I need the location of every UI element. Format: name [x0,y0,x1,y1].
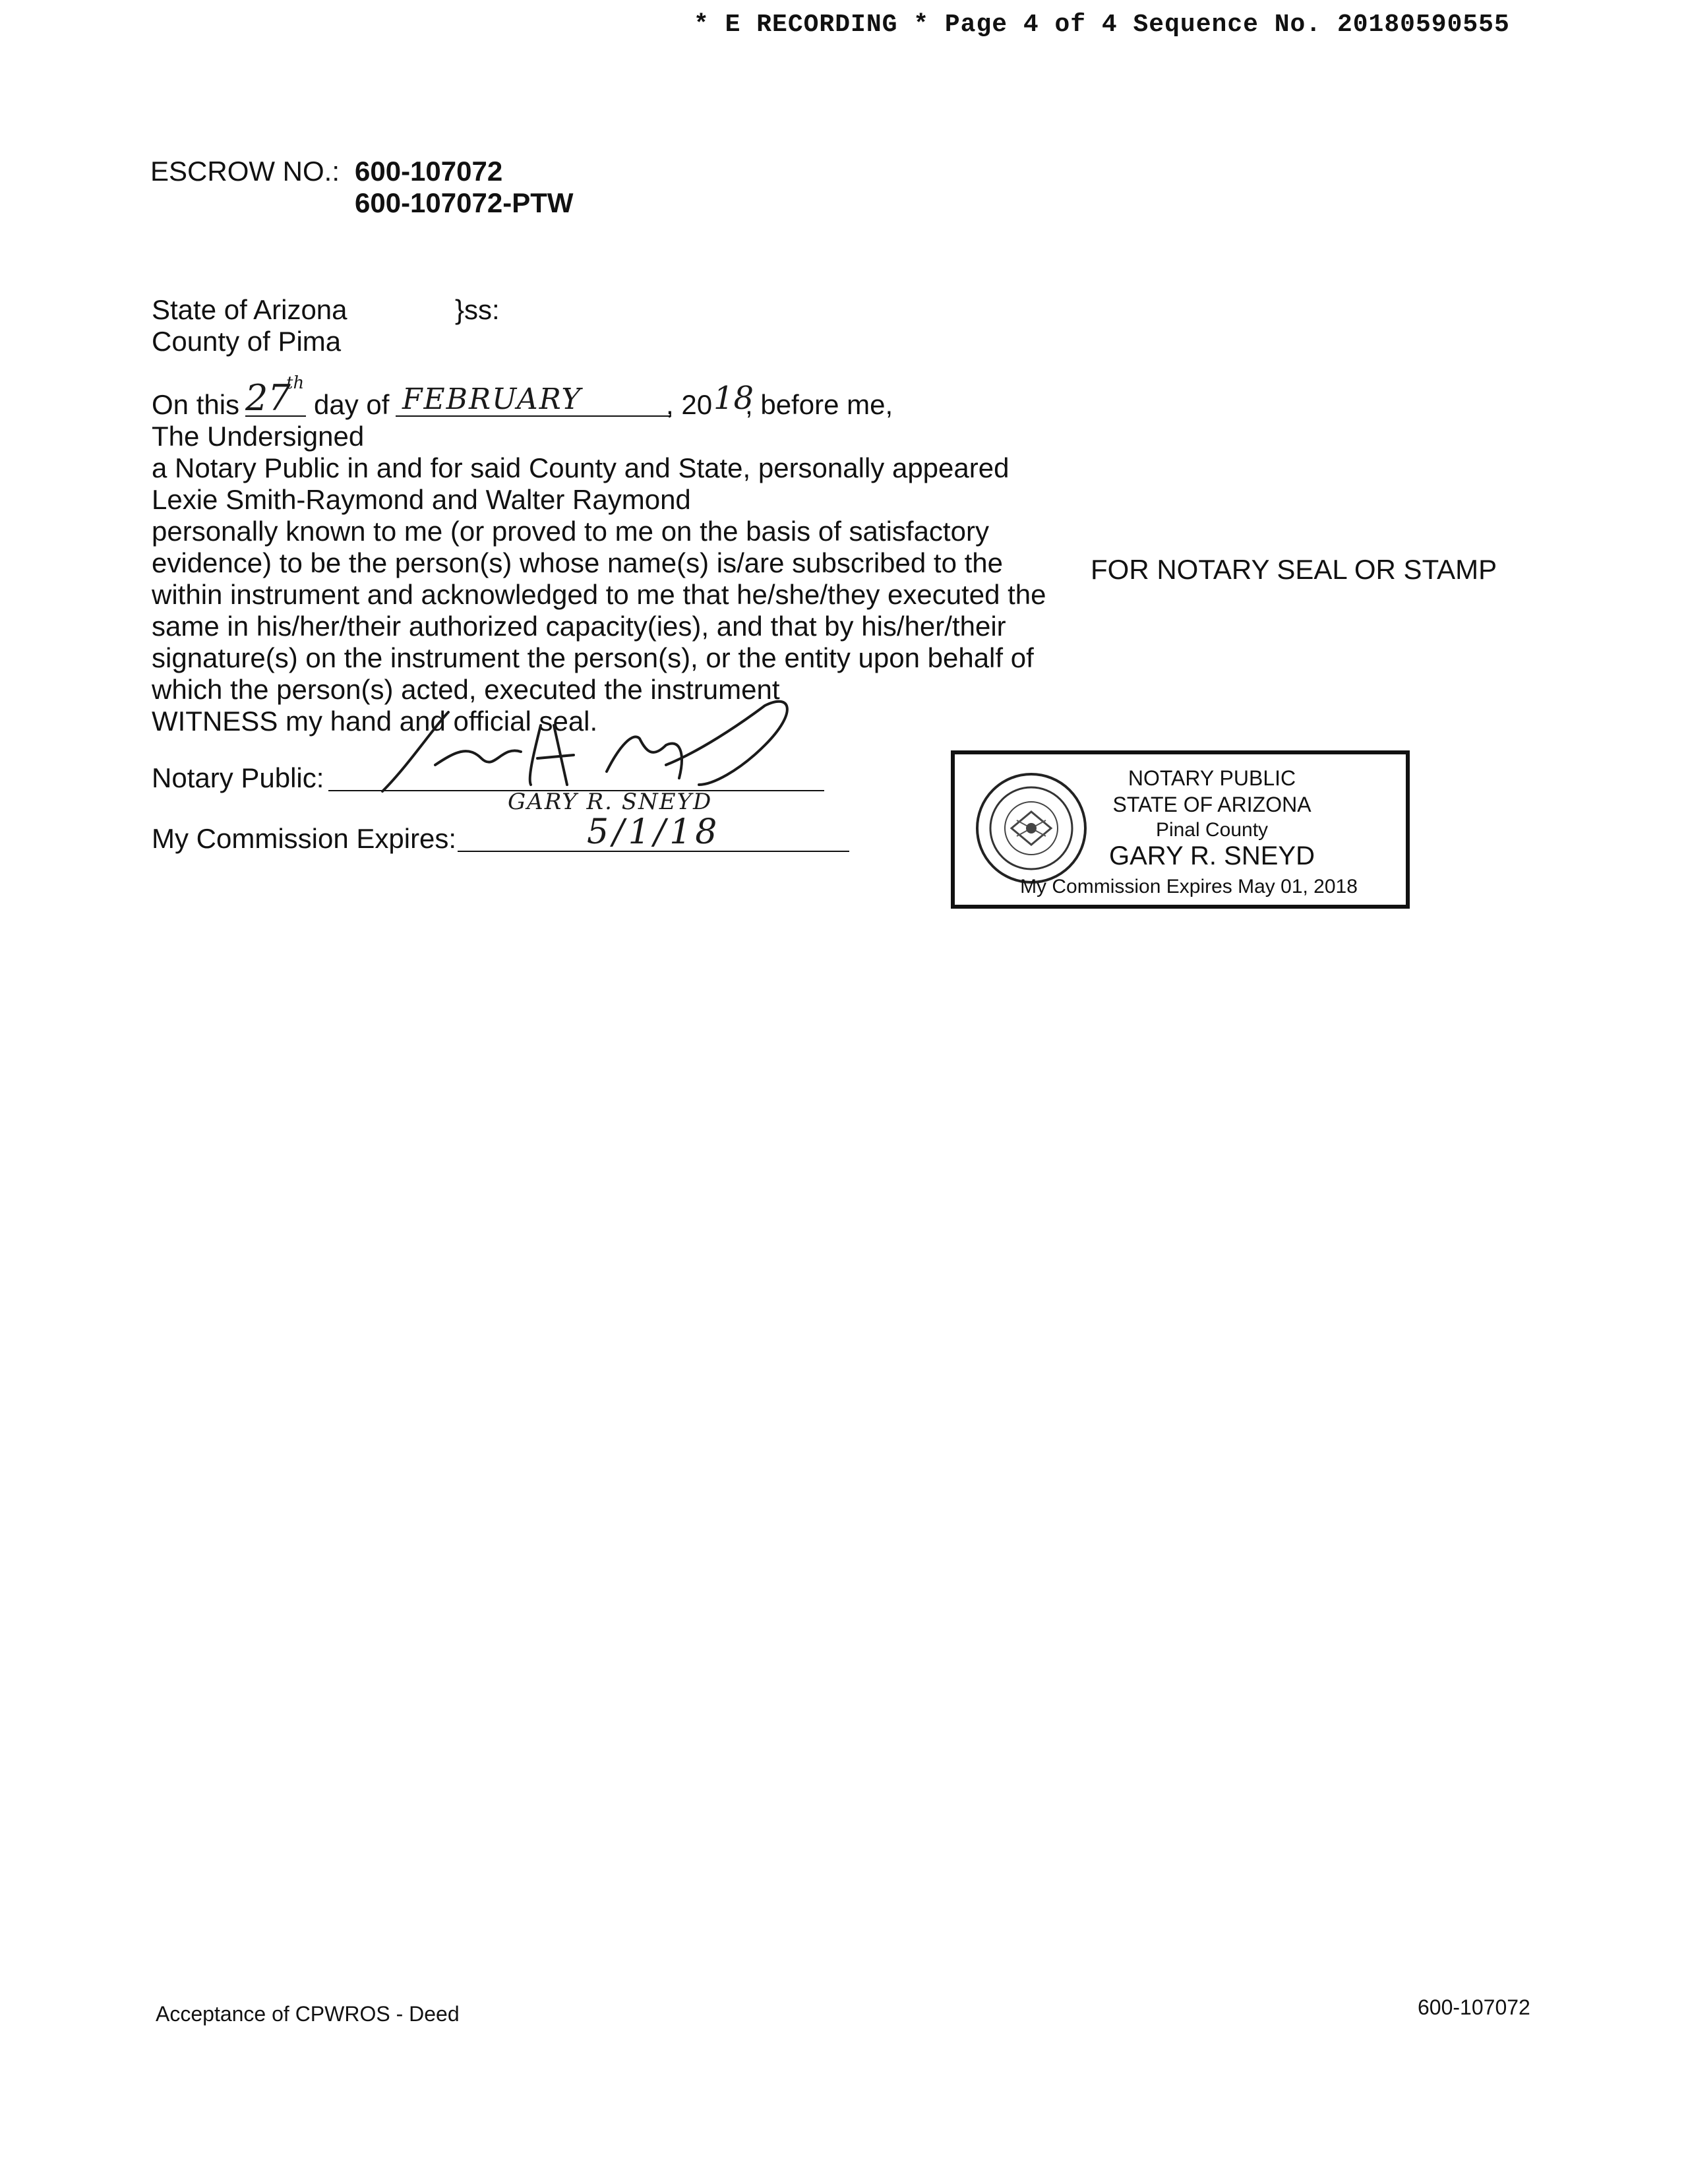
stamp-title: NOTARY PUBLIC [1128,766,1296,790]
ack-line: signature(s) on the instrument the person(s), or the entity upon behalf of [152,642,1034,673]
notary-public-label: Notary Public: [152,762,324,793]
ack-year-prefix: , 20 [666,389,713,420]
commission-expires-label: My Commission Expires: [152,823,457,854]
ack-day-of: day of [314,389,390,420]
handwritten-day-suffix: th [286,373,305,393]
stamp-notary-name: GARY R. SNEYD [1109,841,1315,870]
ack-line: within instrument and acknowledged to me that he/she/they executed the [152,579,1046,610]
handwritten-printed-name: GARY R. SNEYD [508,789,713,815]
ack-line: evidence) to be the person(s) whose name(s) is/are subscribed to the [152,547,1003,578]
day-underline [245,415,306,417]
handwritten-month: FEBRUARY [402,382,582,416]
ack-line: Lexie Smith-Raymond and Walter Raymond [152,484,691,515]
handwritten-year: 18 [713,380,754,417]
escrow-label: ESCROW NO.: [150,156,340,187]
escrow-number-secondary: 600-107072-PTW [355,187,574,218]
ack-before-me: , before me, [745,389,893,420]
handwritten-day: 27 [245,377,291,419]
ack-line: personally known to me (or proved to me on the basis of satisfactory [152,516,989,547]
footer-escrow-number: 600-107072 [1418,1995,1530,2019]
handwritten-commission-date: 5/1/18 [587,812,721,852]
ack-witness-line: WITNESS my hand and official seal. [152,706,598,737]
month-underline [396,415,671,417]
ack-undersigned: The Undersigned [152,421,365,452]
ack-on-this: On this [152,389,240,420]
venue-state: State of Arizona [152,294,347,325]
stamp-commission-expiry: My Commission Expires May 01, 2018 [1020,876,1358,897]
escrow-number-primary: 600-107072 [355,156,503,187]
ack-line: a Notary Public in and for said County and State, personally appeared [152,452,1010,483]
stamp-state: STATE OF ARIZONA [1112,793,1311,816]
ack-line: which the person(s) acted, executed the instrument [152,674,780,705]
seal-area-label: FOR NOTARY SEAL OR STAMP [1091,554,1497,585]
notary-stamp [951,750,1410,909]
stamp-county: Pinal County [1155,819,1269,841]
recording-header: * E RECORDING * Page 4 of 4 Sequence No. 20180590555 [694,11,1510,39]
venue-ss: }ss: [455,294,500,325]
venue-county: County of Pima [152,326,342,357]
ack-line: same in his/her/their authorized capacity(ies), and that by his/her/their [152,611,1006,642]
footer-document-title: Acceptance of CPWROS - Deed [156,2002,460,2026]
notary-signature [369,686,831,804]
